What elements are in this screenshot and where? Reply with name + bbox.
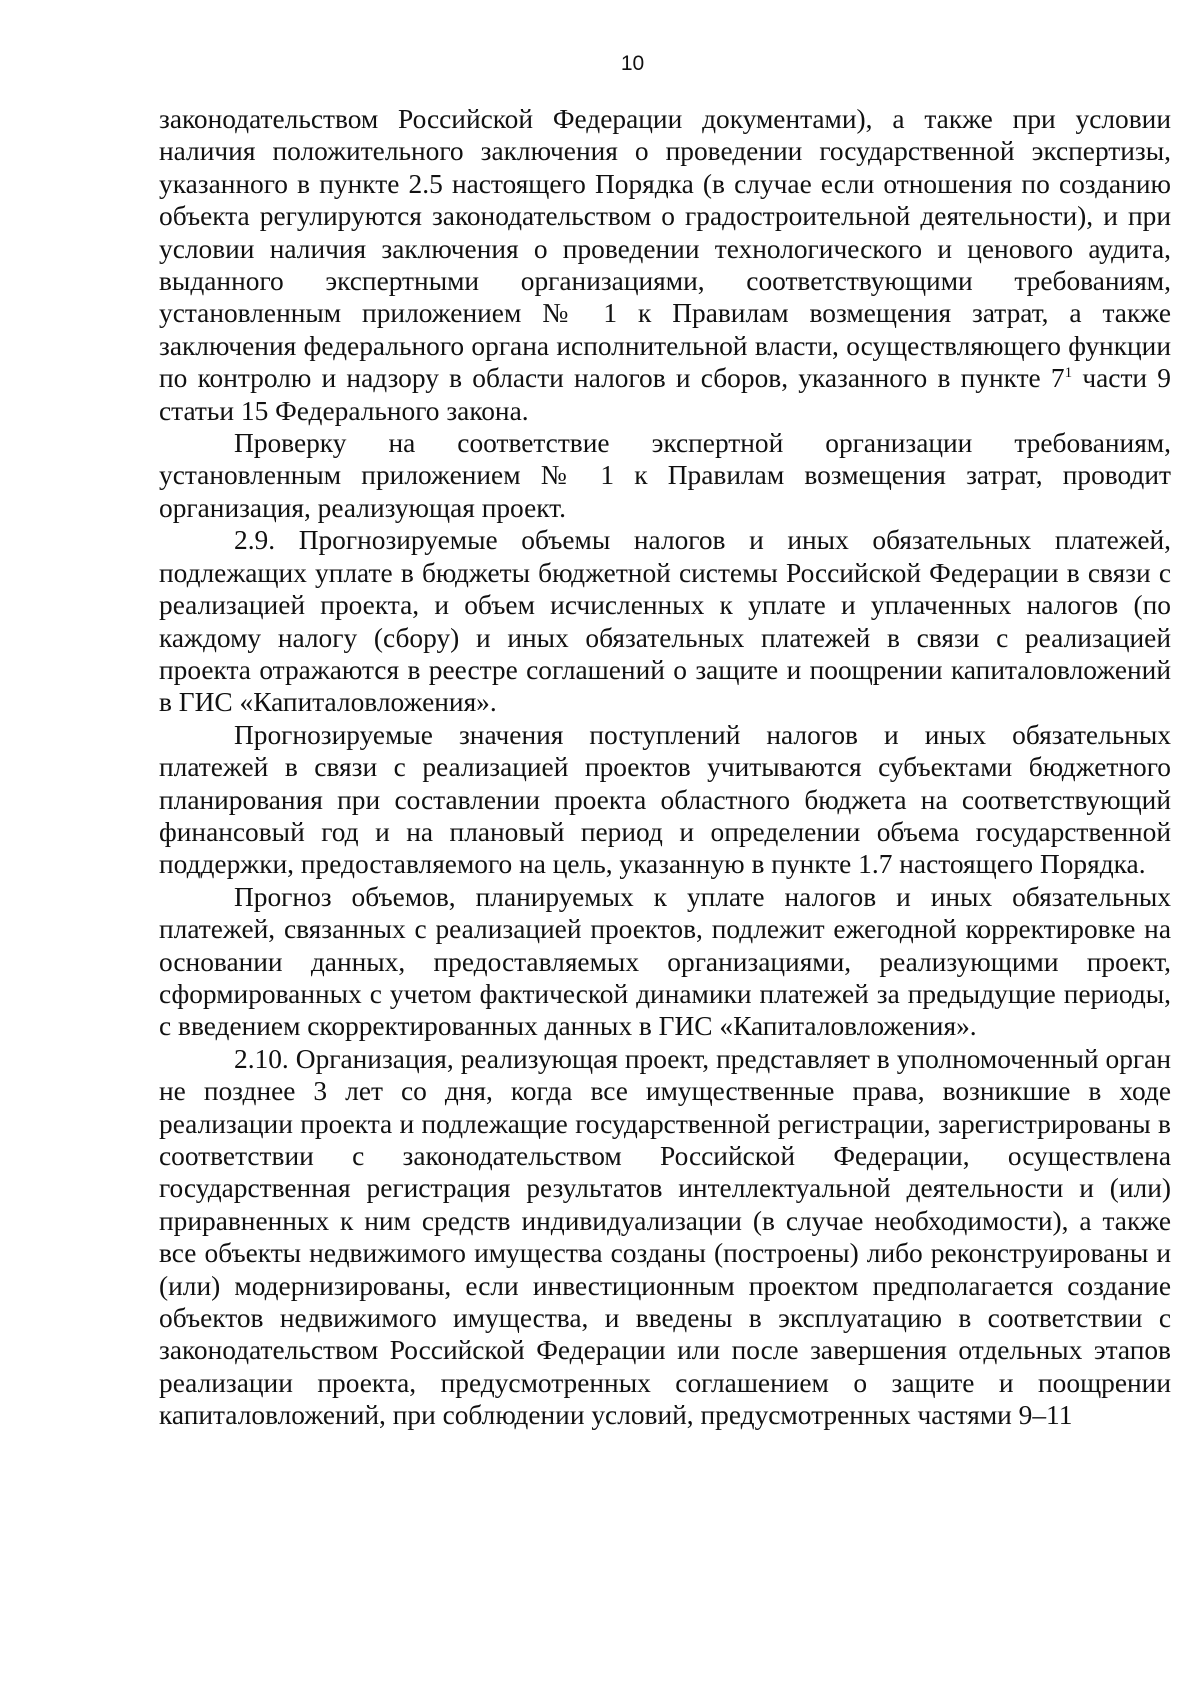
paragraph-2-9: 2.9. Прогнозируемые объемы налогов и иных обязательных платежей, подлежащих уплате в бюджеты бюджетной системы Российской Федерации в связи с реализацией проекта, и объем исчисленных к уплате и уплаченных налогов (по каждому налогу (сбору) и иных обязательных платежей в связи с реализацией проекта отражаются в реестре соглашений о защите и поощрении капиталовложений в ГИС «Капиталовложения». xyxy=(159,525,1171,718)
paragraph-2-10: 2.10. Организация, реализующая проект, представляет в уполномоченный орган не позднее 3 лет со дня, когда все имущественные права, возникшие в ходе реализации проекта и подлежащие государственной регистрации, зарегистрированы в соответствии с законодательством Российской Федерации, осуществлена государственная регистрация результатов интеллектуальной деятельности и (или) приравненных к ним средств индивидуализации (в случае необходимости), а также все объекты недвижимого имущества созданы (построены) либо реконструированы и (или) модернизированы, если инвестиционным проектом предполагается создание объектов недвижимого имущества, и введены в эксплуатацию в соответствии с законодательством Российской Федерации или после завершения отдельных этапов реализации проекта, предусмотренных соглашением о защите и поощрении капиталовложений, при соблюдении условий, предусмотренных частями 9–11 xyxy=(159,1043,1171,1431)
paragraph-text: законодательством Российской Федерации документами), а также при условии наличия положительного заключения о проведении государственной экспертизы, указанного в пункте 2.5 настоящего Порядка (в случае если отношения по созданию объекта регулируются законодательством о градостроительной деятельности), и при условии наличия заключения о проведении технологического и ценового аудита, выданного экспертными организациями, соответствующими требованиям, установленным приложением № 1 к Правилам возмещения затрат, а также заключения федерального органа исполнительной власти, осуществляющего функции по контролю и надзору в области налогов и сборов, указанного в пункте 7 xyxy=(159,104,1171,394)
paragraph-forecast-values: Прогнозируемые значения поступлений налогов и иных обязательных платежей в связи с реализацией проектов учитываются субъектами бюджетного планирования при составлении проекта областного бюджета на соответствующий финансовый год и на плановый период и определении объема государственной поддержки, предоставляемого на цель, указанную в пункте 1.7 настоящего Порядка. xyxy=(159,719,1171,880)
paragraph-forecast-correction: Прогноз объемов, планируемых к уплате налогов и иных обязательных платежей, связанных с реализацией проектов, подлежит ежегодной корректировке на основании данных, предоставляемых организациями, реализующими проект, сформированных с учетом фактической динамики платежей за предыдущие периоды, с введением скорректированных данных в ГИС «Капиталовложения». xyxy=(159,881,1171,1042)
paragraph-text-end: части 9 статьи 15 Федерального закона. xyxy=(159,363,1171,426)
superscript-mark: 1 xyxy=(1064,365,1073,382)
document-body xyxy=(159,103,1171,1432)
paragraph-continuation xyxy=(159,103,1171,427)
paragraph-expert-check: Проверку на соответствие экспертной организации требованиям, установленным приложением № 1 к Правилам возмещения затрат, проводит организация, реализующая проект. xyxy=(159,428,1171,523)
page-number: 10 xyxy=(620,52,645,75)
